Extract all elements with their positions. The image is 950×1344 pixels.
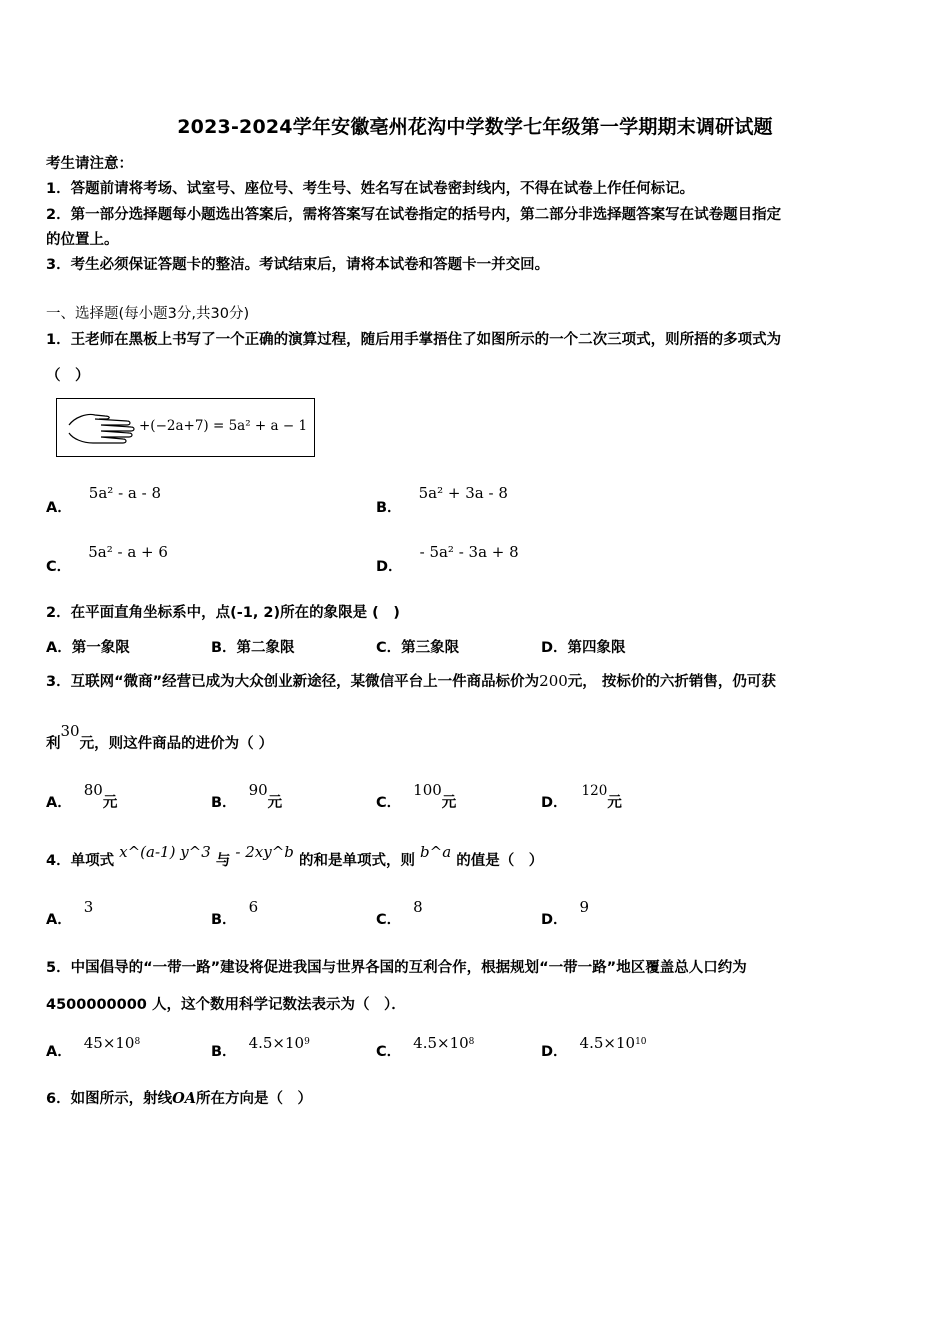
q2-option-c: C．第三象限 [376,640,460,656]
option-mantissa: 4.5×10 [579,1034,636,1052]
option-unit: 元 [607,795,622,811]
q3-line2-part1: 利 [46,736,61,752]
q2-option-b: B．第二象限 [211,640,295,656]
q2-option-d: D．第四象限 [541,640,626,656]
option-unit: 元 [102,795,118,811]
option-label: B． [211,912,237,928]
option-value: 6 [248,898,259,916]
hand-icon [65,405,137,449]
option-label: C． [46,559,72,575]
q1-paren: （ ） [46,368,90,384]
option-label: D． [376,559,403,575]
option-label: D． [541,1044,568,1060]
option-label: A． [46,912,72,928]
option-label: A． [46,500,72,516]
notice-item-2-cont: 的位置上。 [46,232,119,248]
option-label: B． [211,1044,237,1060]
q3-stem [46,670,776,691]
option-value: 100 [413,781,442,799]
option-label: C． [376,912,402,928]
option-unit: 元 [441,795,457,811]
option-expression: 5a² + 3a - 8 [418,484,508,502]
option-label: C． [376,795,402,811]
section-heading: 一、选择题(每小题3分,共30分) [46,306,250,322]
q4-power: b^a [420,843,452,861]
q1-option-c [46,543,168,575]
option-exponent: 10 [635,1037,647,1048]
option-mantissa: 45×10 [83,1034,135,1052]
q2-stem: 2．在平面直角坐标系中，点(-1, 2)所在的象限是 ( ) [46,605,400,621]
q5-option-a [46,1034,141,1061]
notice-item-1: 1．答题前请将考场、试室号、座位号、考生号、姓名写在试卷密封线内，不得在试卷上作任何标记。 [46,181,695,197]
q1-figure-expression: +(−2a+7) = 5a² + a − 1 [139,418,308,434]
q4-option-a [46,898,94,929]
q6-stem-part2: 所在方向是（ ） [195,1091,312,1107]
q6-ray-name: OA [172,1090,196,1107]
q6-stem [46,1087,312,1108]
q1-option-b [376,484,508,516]
q3-option-a [46,781,118,812]
q4-stem-part4: 的值是（ ） [456,853,544,869]
option-label: B． [376,500,402,516]
notice-heading: 考生请注意： [46,156,133,172]
q4-monomial-1: x^(a-1) y^3 [119,843,211,861]
option-label: B． [211,795,237,811]
option-unit: 元 [267,795,283,811]
q3-option-b [211,781,283,812]
q1-option-a [46,484,161,516]
q3-stem-line2 [46,722,274,753]
q1-option-d [376,543,519,575]
q6-stem-part1: 6．如图所示，射线 [46,1091,173,1107]
option-value: 3 [83,898,94,916]
q3-line2-part2: 元，则这件商品的进价为（ ） [79,736,274,752]
q4-stem-part1: 4．单项式 [46,853,115,869]
option-value: 8 [413,898,423,916]
q4-option-d [541,898,590,929]
q4-stem [46,843,544,870]
q3-stem-part2: 元， 按标价的六折销售，仍可获 [567,674,776,690]
q3-price: 200 [539,672,568,690]
q4-stem-part3: 的和是单项式，则 [298,853,415,869]
q5-option-c [376,1034,475,1061]
option-exponent: 8 [468,1037,475,1048]
q5-stem: 5．中国倡导的“一带一路”建设将促进我国与世界各国的互利合作，根据规划“一带一路”地区覆盖总人口约为 [46,960,747,976]
option-label: A． [46,795,72,811]
q3-profit: 30 [60,722,80,740]
q2-option-a: A．第一象限 [46,640,130,656]
q4-stem-part2: 与 [215,853,231,869]
q3-option-c [376,781,457,812]
option-mantissa: 4.5×10 [413,1034,469,1052]
option-mantissa: 4.5×10 [248,1034,305,1052]
q1-stem: 1．王老师在黑板上书写了一个正确的演算过程，随后用手掌捂住了如图所示的一个二次三项式，则所捂的多项式为 [46,332,782,348]
option-label: D． [541,795,568,811]
option-label: C． [376,1044,402,1060]
q3-option-d [541,783,622,812]
option-value: 80 [83,781,103,799]
option-exponent: 8 [134,1037,141,1048]
option-label: A． [46,1044,72,1060]
option-expression: 5a² - a + 6 [88,543,168,561]
page-title: 2023-2024学年安徽亳州花沟中学数学七年级第一学期期末调研试题 [177,116,773,138]
option-expression: 5a² - a - 8 [88,484,161,502]
q4-option-c [376,898,423,929]
q5-stem-line2: 4500000000 人，这个数用科学记数法表示为（ ）． [46,997,406,1013]
notice-item-3: 3．考生必须保证答题卡的整洁。考试结束后，请将本试卷和答题卡一并交回。 [46,257,550,273]
option-value: 90 [248,781,268,799]
q5-option-b [211,1034,310,1061]
option-value: 9 [579,898,590,916]
q4-monomial-2: - 2xy^b [235,843,294,861]
q4-option-b [211,898,259,929]
option-exponent: 9 [304,1037,310,1048]
q5-option-d [541,1034,647,1061]
option-expression: - 5a² - 3a + 8 [419,543,519,561]
q1-figure [56,398,315,457]
option-label: D． [541,912,568,928]
option-value: 120 [581,783,608,799]
q3-stem-part1: 3．互联网“微商”经营已成为大众创业新途径，某微信平台上一件商品标价为 [46,674,540,690]
notice-item-2: 2．第一部分选择题每小题选出答案后，需将答案写在试卷指定的括号内，第二部分非选择题答案写在试卷题目指定 [46,207,782,223]
